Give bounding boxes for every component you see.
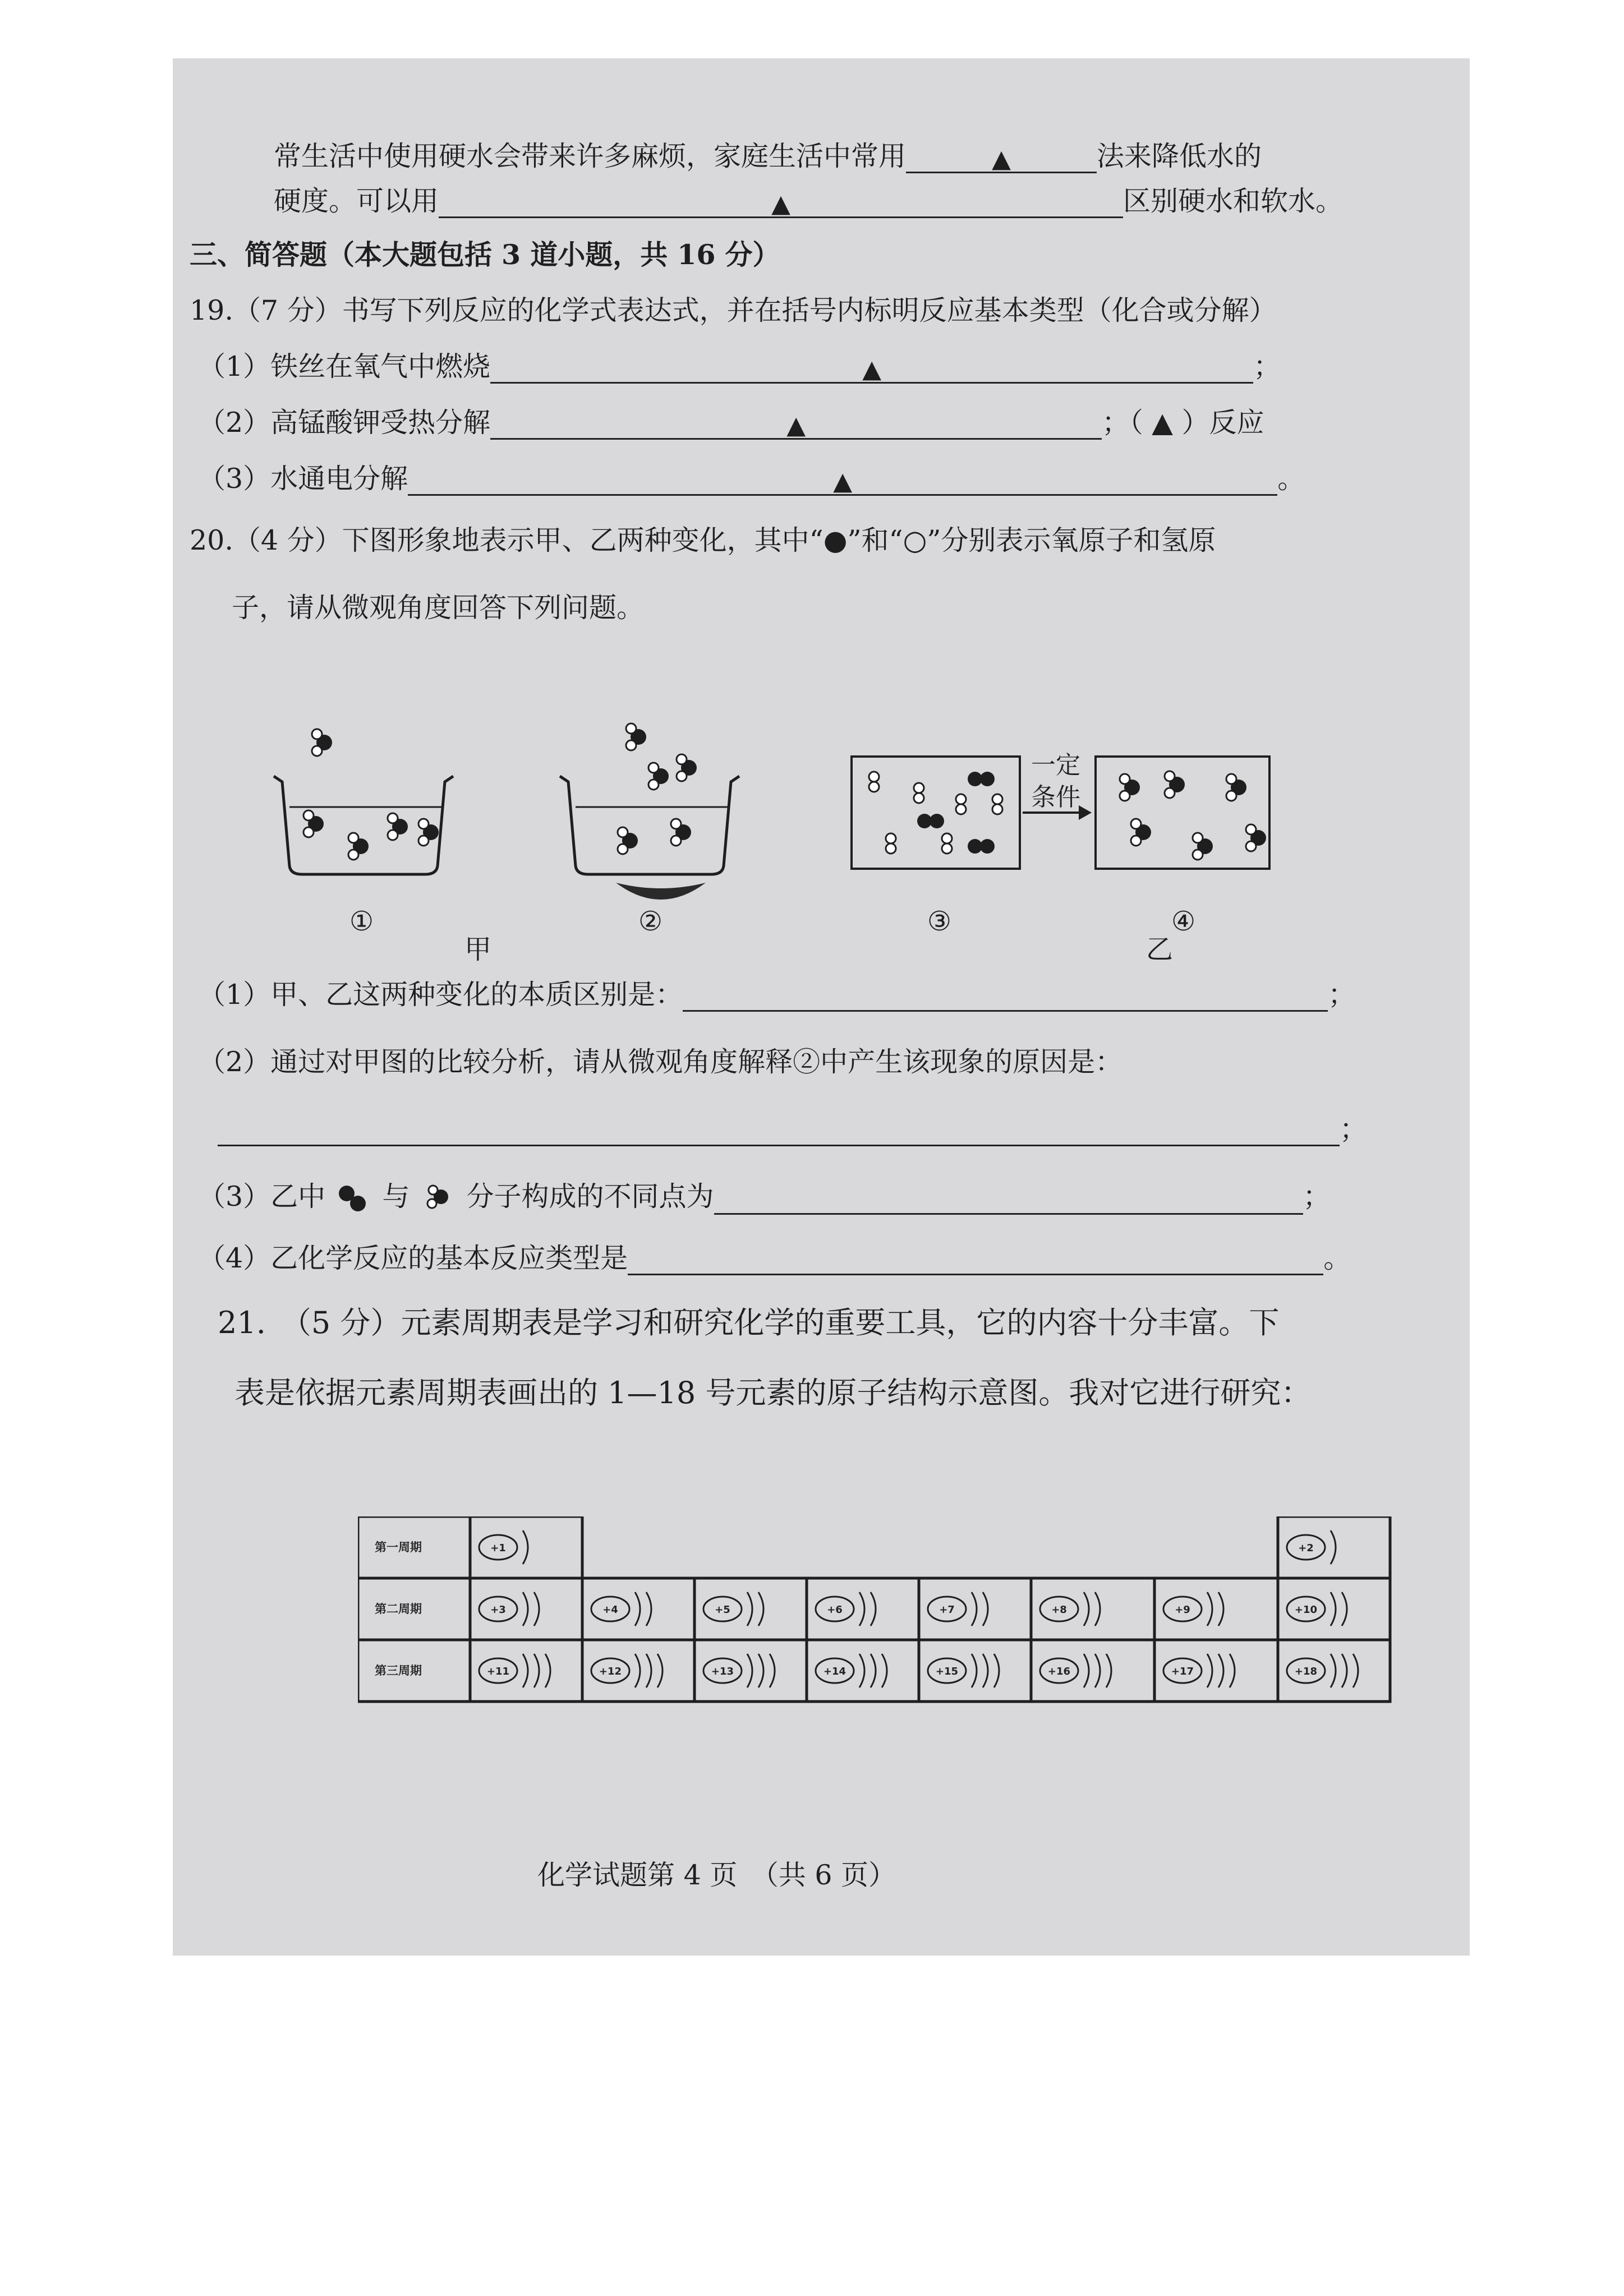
water-molecule	[618, 827, 638, 854]
q21-line2: 表是依据元素周期表画出的 1—18 号元素的原子结构示意图。我对它进行研究：	[234, 1375, 1312, 1410]
q20-blank-2[interactable]	[218, 1114, 1340, 1146]
q19-item-3	[198, 462, 1305, 496]
nuclear-charge-label: +6	[827, 1604, 843, 1616]
electron-shell-arc	[523, 1654, 528, 1688]
q19-blank-2[interactable]	[490, 408, 1102, 440]
electron-shell-arc	[1342, 1654, 1347, 1688]
electron-shell-arc	[534, 1654, 539, 1688]
water-molecule	[418, 819, 439, 846]
q20-sub3-pre: （3）乙中	[198, 1181, 326, 1212]
water-molecule	[1226, 774, 1246, 801]
q20-sub1	[198, 978, 1355, 1012]
electron-shell-arc	[657, 1654, 663, 1688]
electron-shell-arc	[1106, 1654, 1111, 1688]
electron-shell-arc	[972, 1592, 977, 1626]
q18-blank-1[interactable]	[906, 141, 1097, 173]
q20-sub1-end: ；	[1328, 979, 1356, 1011]
q19-item-2	[198, 406, 1264, 440]
q20-sub1-text: （1）甲、乙这两种变化的本质区别是：	[198, 979, 683, 1011]
electron-shell-arc	[994, 1654, 999, 1688]
nuclear-charge-label: +3	[490, 1604, 506, 1616]
electron-shell-arc	[859, 1592, 864, 1626]
q19-item-3-label: （3）水通电分解	[198, 463, 408, 495]
water-molecule	[1120, 774, 1140, 801]
electron-shell-arc	[983, 1654, 988, 1688]
beaker-2	[560, 723, 739, 900]
electron-shell-arc	[1230, 1654, 1235, 1688]
q20-prompt-line1: 20.（4 分）下图形象地表示甲、乙两种变化，其中“●”和“○”分别表示氧原子和氢原	[190, 524, 1216, 556]
electron-shell-arc	[1342, 1592, 1347, 1626]
water-molecule	[626, 723, 646, 750]
hydrogen-molecule	[942, 833, 952, 854]
period-label-3: 第三周期	[375, 1664, 422, 1677]
electron-shell-arc	[635, 1592, 640, 1626]
hydrogen-molecule	[914, 783, 924, 803]
q20-blank-3[interactable]	[714, 1183, 1303, 1215]
reaction-box-before	[852, 757, 1020, 869]
q20-sub3	[198, 1180, 1331, 1215]
electron-shell-arc	[871, 1592, 876, 1626]
water-molecule	[312, 729, 332, 756]
q18-blank-2[interactable]	[439, 186, 1123, 218]
water-molecule	[1246, 824, 1266, 851]
group-label-jia: 甲	[464, 934, 492, 965]
triangle-mark-icon: ▲	[833, 467, 853, 496]
q18-line1-end: 法来降低水的	[1097, 140, 1262, 172]
q18-line2	[274, 185, 1343, 218]
nuclear-charge-label: +5	[715, 1604, 730, 1616]
atomic-structure-table	[358, 1516, 1401, 1713]
figure-label-3: ③	[927, 906, 952, 937]
q20-sub4-end: 。	[1323, 1242, 1351, 1274]
water-molecule	[1165, 771, 1185, 798]
electron-shell-arc	[1095, 1654, 1100, 1688]
section3-heading: 三、简答题（本大题包括 3 道小题，共 16 分）	[190, 238, 780, 271]
water-molecule	[1193, 833, 1213, 860]
nuclear-charge-label: +4	[602, 1604, 618, 1616]
nuclear-charge-label: +8	[1051, 1604, 1067, 1616]
nuclear-charge-label: +15	[935, 1666, 959, 1677]
electron-shell-arc	[882, 1654, 887, 1688]
electron-shell-arc	[747, 1654, 752, 1688]
beaker-1	[274, 729, 453, 874]
q18-line1	[274, 140, 1262, 173]
electron-shell-arc	[1207, 1592, 1212, 1626]
nuclear-charge-label: +11	[486, 1666, 510, 1677]
nuclear-charge-label: +10	[1294, 1604, 1318, 1616]
electron-shell-arc	[1207, 1654, 1212, 1688]
q18-line2-text: 硬度。可以用	[274, 185, 439, 217]
nuclear-charge-label: +7	[939, 1604, 955, 1616]
electron-shell-arc	[859, 1654, 864, 1688]
water-molecule	[348, 833, 369, 860]
period-label-2: 第二周期	[375, 1602, 422, 1616]
triangle-mark-icon: ▲	[992, 145, 1011, 173]
q18-line1-text: 常生活中使用硬水会带来许多麻烦，家庭生活中常用	[274, 140, 907, 172]
nuclear-charge-label: +18	[1294, 1666, 1318, 1677]
q19-item-1-end: ；	[1253, 351, 1281, 382]
reaction-box-after	[1096, 757, 1269, 869]
q20-prompt-line2: 子，请从微观角度回答下列问题。	[232, 592, 645, 624]
electron-shell-arc	[1353, 1654, 1358, 1688]
electron-shell-arc	[1331, 1530, 1336, 1564]
electron-shell-arc	[747, 1592, 752, 1626]
nuclear-charge-label: +14	[823, 1666, 846, 1677]
hydrogen-molecule	[956, 794, 966, 814]
water-molecule	[677, 754, 697, 781]
figure-label-2: ②	[638, 906, 663, 937]
q19-item-2-label: （2）高锰酸钾受热分解	[198, 407, 491, 439]
electron-shell-arc	[534, 1592, 539, 1626]
nuclear-charge-label: +12	[599, 1666, 622, 1677]
q20-blank-4[interactable]	[628, 1243, 1323, 1275]
figure-label-1: ①	[349, 906, 374, 937]
electron-shell-arc	[1084, 1654, 1089, 1688]
water-molecule	[388, 813, 408, 840]
q19-prompt: 19.（7 分）书写下列反应的化学式表达式，并在括号内标明反应基本类型（化合或分解）	[190, 294, 1277, 326]
water-molecule	[303, 810, 324, 837]
nuclear-charge-label: +17	[1171, 1666, 1194, 1677]
electron-shell-arc	[1084, 1592, 1089, 1626]
reaction-arrow	[1023, 751, 1092, 820]
water-molecule	[1131, 819, 1151, 846]
nuclear-charge-label: +2	[1298, 1542, 1314, 1554]
q19-item-3-end: 。	[1277, 463, 1305, 495]
period-label-1: 第一周期	[375, 1541, 422, 1554]
electron-shell-arc	[983, 1592, 988, 1626]
q20-sub4-text: （4）乙化学反应的基本反应类型是	[198, 1242, 628, 1274]
nuclear-charge-label: +13	[711, 1666, 734, 1677]
electron-shell-arc	[758, 1654, 763, 1688]
scanned-page	[173, 58, 1470, 1956]
electron-shell-arc	[635, 1654, 640, 1688]
electron-shell-arc	[871, 1654, 876, 1688]
electron-shell-arc	[1331, 1654, 1336, 1688]
q20-sub3-end: ；	[1303, 1181, 1331, 1212]
nuclear-charge-label: +9	[1175, 1604, 1190, 1616]
q20-sub2: （2）通过对甲图的比较分析，请从微观角度解释②中产生该现象的原因是：	[198, 1046, 1123, 1078]
group-label-yi: 乙	[1146, 934, 1174, 965]
nuclear-charge-label: +16	[1047, 1666, 1071, 1677]
oxygen-molecule	[968, 772, 995, 786]
q20-sub2-end: ；	[1340, 1113, 1368, 1145]
oxygen-molecule	[917, 814, 944, 828]
water-molecule-icon	[418, 1183, 458, 1215]
electron-shell-arc	[1218, 1654, 1223, 1688]
hydrogen-molecule	[886, 833, 896, 854]
electron-shell-arc	[1331, 1592, 1336, 1626]
electron-shell-arc	[545, 1654, 550, 1688]
oxygen-molecule	[968, 839, 995, 854]
electron-shell-arc	[646, 1592, 651, 1626]
triangle-mark-icon: ▲	[862, 355, 882, 384]
hydrogen-molecule	[869, 772, 879, 792]
water-molecule	[671, 819, 691, 846]
triangle-mark-icon: ▲	[786, 411, 806, 440]
oxygen-molecule-icon	[334, 1183, 374, 1215]
q20-sub3-mid: 与	[382, 1181, 410, 1212]
page-footer: 化学试题第 4 页 （共 6 页）	[537, 1859, 896, 1891]
q19-item-1-label: （1）铁丝在氧气中燃烧	[198, 351, 491, 382]
hydrogen-molecule	[992, 794, 1002, 814]
electron-shell-arc	[646, 1654, 651, 1688]
electron-shell-arc	[1095, 1592, 1100, 1626]
q18-line2-end: 区别硬水和软水。	[1123, 185, 1344, 217]
electron-shell-arc	[770, 1654, 775, 1688]
electron-shell-arc	[523, 1530, 528, 1564]
q20-sub3-post: 分子构成的不同点为	[466, 1181, 714, 1212]
arrow-label-top: 一定	[1031, 751, 1080, 780]
q19-blank-3[interactable]	[408, 464, 1277, 496]
figure-label-4: ④	[1171, 906, 1196, 937]
q20-sub2-answer	[218, 1113, 1367, 1146]
electron-shell-arc	[972, 1654, 977, 1688]
electron-shell-arc	[758, 1592, 763, 1626]
flame-icon	[616, 883, 706, 900]
nuclear-charge-label: +1	[490, 1542, 506, 1554]
molecule-figure	[257, 664, 1407, 978]
q19-item-2-end: ；（ ▲ ）反应	[1102, 407, 1264, 439]
electron-shell-arc	[523, 1592, 528, 1626]
triangle-mark-icon: ▲	[771, 190, 790, 218]
arrow-label-bottom: 条件	[1031, 783, 1080, 812]
q19-item-1	[198, 350, 1281, 384]
q21-line1: 21. （5 分）元素周期表是学习和研究化学的重要工具，它的内容十分丰富。下	[218, 1305, 1280, 1340]
q20-blank-1[interactable]	[683, 980, 1328, 1012]
q20-sub4	[198, 1242, 1351, 1275]
water-molecule	[648, 763, 669, 790]
q19-blank-1[interactable]	[490, 352, 1253, 384]
electron-shell-arc	[1218, 1592, 1223, 1626]
